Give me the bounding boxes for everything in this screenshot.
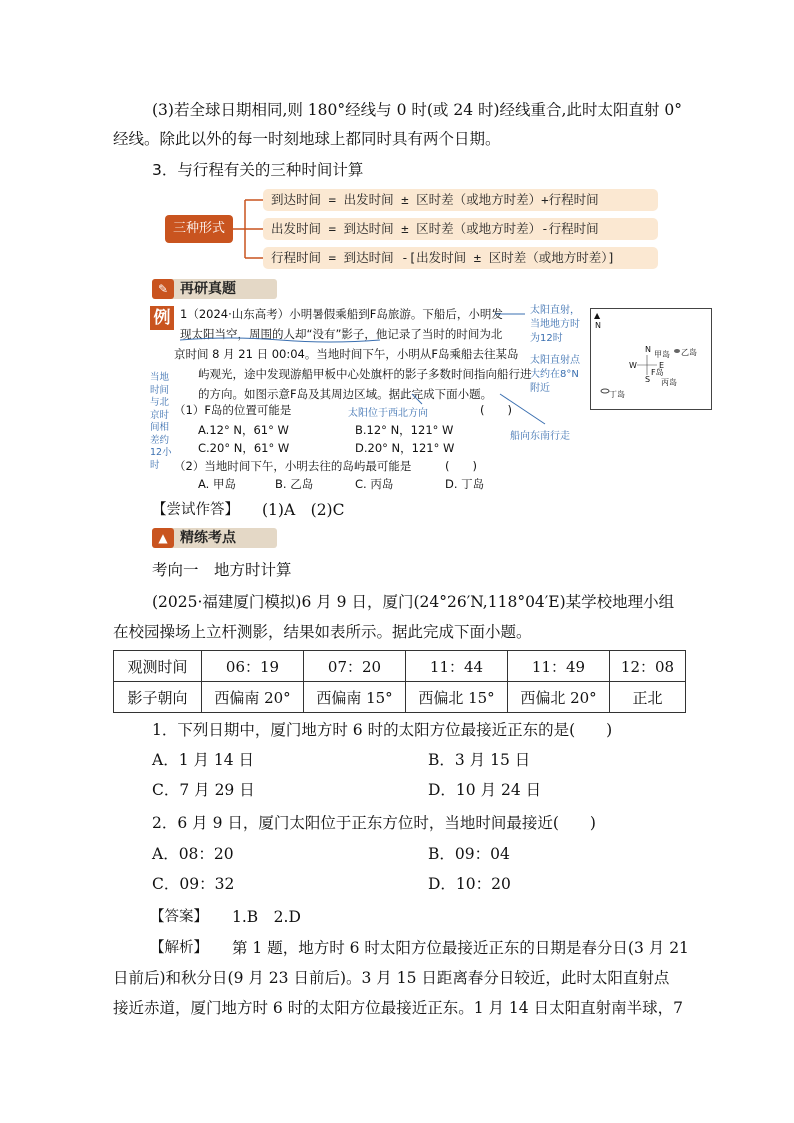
stem-line-1: (2025·福建厦门模拟)6 月 9 日，厦门(24°26′N,118°04′E)某学校地理小组 <box>152 593 675 611</box>
compass-w: W <box>629 361 637 370</box>
island-shapes <box>591 309 711 409</box>
note-text: 为12时 <box>530 333 563 344</box>
intro-line-2: 经线。除此以外的每一时刻地球上都同时具有两个日期。 <box>113 130 501 148</box>
compass-e: E <box>659 361 665 370</box>
form-departure: 出发时间 = 到达时间 ± 区时差（或地方时差）-行程时间 <box>263 218 658 240</box>
island-bing: 丙岛 <box>661 378 677 387</box>
center-label: 三种形式 <box>172 221 225 236</box>
note-text: 时 <box>150 459 160 471</box>
table-cell: 观测时间 <box>114 651 202 682</box>
stem-line-2: 在校园操场上立杆测影，结果如表所示。据此完成下面小题。 <box>113 623 532 641</box>
q2-stem: （2）当地时间下午，小明去往的岛屿最可能是 <box>174 459 412 473</box>
example-line-4: 屿观光，途中发现游船甲板中心处旗杆的影子多数时间指向船行进 <box>198 367 532 381</box>
note-text: 当地 <box>150 372 170 383</box>
table-cell: 06：19 <box>202 651 304 682</box>
note-text: 间相 <box>150 422 170 433</box>
table-cell: 西偏北 20° <box>508 682 610 713</box>
example-line-5: 的方向。如图示意F岛及其周边区域。据此完成下面小题。 <box>198 387 493 401</box>
form-arrival: 到达时间 = 出发时间 ± 区时差（或地方时差）+行程时间 <box>263 189 658 211</box>
table-cell: 西偏南 20° <box>202 682 304 713</box>
note-text: 时间 <box>150 384 170 396</box>
north-arrow-icon: ▲ <box>594 311 601 320</box>
table-row <box>114 682 686 713</box>
table-cell: 影子朝向 <box>114 682 202 713</box>
q2-option-a: A. 甲岛 <box>198 477 236 491</box>
note-text: 大约在8°N <box>530 369 579 380</box>
island-f: F岛 <box>651 368 664 377</box>
example-line-1: 1（2024·山东高考）小明暑假乘船到F岛旅游。下船后，小明发 <box>180 307 503 321</box>
example-block <box>150 302 715 494</box>
question-1: 1．下列日期中，厦门地方时 6 时的太阳方位最接近正东的是( ) <box>152 721 613 739</box>
q1-option-c: C．7 月 29 日 <box>152 781 255 799</box>
q2-option-b: B．09：04 <box>428 845 510 863</box>
q2-option-c: C．09：32 <box>152 875 235 893</box>
island-map <box>590 308 712 410</box>
table-cell: 12：08 <box>610 651 686 682</box>
table-cell: 正北 <box>610 682 686 713</box>
try-answer-label: 【尝试作答】 <box>152 502 239 518</box>
note-text: 12小 <box>150 447 172 458</box>
section-title-practice: 精练考点 <box>180 530 236 546</box>
compass-n: N <box>645 345 651 354</box>
analysis-line-3: 接近赤道，厦门地方时 6 时的太阳方位最接近正东。1 月 14 日太阳直射南半球，7 <box>113 999 683 1017</box>
table-cell: 西偏北 15° <box>406 682 508 713</box>
table-cell: 11：49 <box>508 651 610 682</box>
example-line-2: 现太阳当空，周围的人却“没有”影子，他记录了当时的时间为北 <box>180 327 503 341</box>
pyramid-icon: ▲ <box>152 528 174 548</box>
center-label-box <box>165 215 233 243</box>
bracket-lines <box>233 185 263 270</box>
note-text: 太阳直射， <box>530 305 580 316</box>
q2-option-d: D. 丁岛 <box>445 477 485 491</box>
section-banner-practice <box>152 528 277 548</box>
q2-option-c: C. 丙岛 <box>355 477 394 491</box>
q1-paren: ( ) <box>480 403 512 417</box>
note-text: 当地地方时 <box>530 319 580 330</box>
note-text: 京时 <box>150 409 170 421</box>
q1-stem: （1）F岛的位置可能是 <box>174 403 292 417</box>
island-yi: 乙岛 <box>681 348 697 357</box>
table-cell: 西偏南 15° <box>304 682 406 713</box>
q2-paren: ( ) <box>445 459 477 473</box>
table-row <box>114 651 686 682</box>
table-cell: 07：20 <box>304 651 406 682</box>
note-text: 附近 <box>530 383 550 394</box>
analysis-line-2: 日前后)和秋分日(9 月 23 日前后)。3 月 15 日距离春分日较近，此时太阳直射点 <box>113 969 670 987</box>
three-forms-diagram <box>165 185 665 270</box>
intro-line-1: (3)若全球日期相同,则 180°经线与 0 时(或 24 时)经线重合,此时太阳直射 0° <box>152 101 682 119</box>
form-travel: 行程时间 = 到达时间 -[出发时间 ± 区时差（或地方时差）] <box>263 247 658 269</box>
q2-option-d: D．10：20 <box>428 875 511 893</box>
q2-option-b: B. 乙岛 <box>275 477 314 491</box>
q2-option-a: A．08：20 <box>152 845 234 863</box>
direction-title: 考向一 地方时计算 <box>152 561 292 579</box>
question-2: 2．6 月 9 日，厦门太阳位于正东方位时，当地时间最接近( ) <box>152 814 596 832</box>
section-title-review: 再研真题 <box>180 281 236 297</box>
compass-s: S <box>645 375 651 384</box>
example-line-3: 京时间 8 月 21 日 00:04。当地时间下午，小明从F岛乘船去往某岛 <box>174 347 519 361</box>
analysis-line-1: 第 1 题，地方时 6 时太阳方位最接近正东的日期是春分日(3 月 21 <box>232 939 689 957</box>
section-heading-3: 3．与行程有关的三种时间计算 <box>152 161 364 179</box>
island-jia: 甲岛 <box>654 350 670 359</box>
q1-option-c: C.20° N，61° W <box>198 441 290 455</box>
section-banner-review <box>152 279 277 299</box>
north-label: N <box>595 321 601 330</box>
q1-option-b: B.12° N，121° W <box>355 423 454 437</box>
try-answer-text: (1)A (2)C <box>262 501 345 519</box>
note-text: 差约 <box>150 434 170 446</box>
q1-option-a: A.12° N，61° W <box>198 423 289 437</box>
answer-text: 1.B 2.D <box>232 908 301 926</box>
note-sun-northwest: 太阳位于西北方向 <box>348 408 428 419</box>
note-text: 与北 <box>150 397 170 408</box>
example-mark: 例 <box>150 306 174 330</box>
island-ding: 丁岛 <box>609 390 625 399</box>
q1-option-d: D.20° N，121° W <box>355 441 455 455</box>
observation-table <box>113 650 686 713</box>
analysis-label: 【解析】 <box>150 940 208 956</box>
pen-icon: ✎ <box>152 279 174 299</box>
note-text: 太阳直射点 <box>530 355 580 366</box>
q1-option-a: A．1 月 14 日 <box>152 751 255 769</box>
note-ship-southeast: 船向东南行走 <box>510 431 570 442</box>
table-cell: 11：44 <box>406 651 508 682</box>
answer-label: 【答案】 <box>150 909 208 925</box>
q1-option-b: B．3 月 15 日 <box>428 751 531 769</box>
q1-option-d: D．10 月 24 日 <box>428 781 542 799</box>
